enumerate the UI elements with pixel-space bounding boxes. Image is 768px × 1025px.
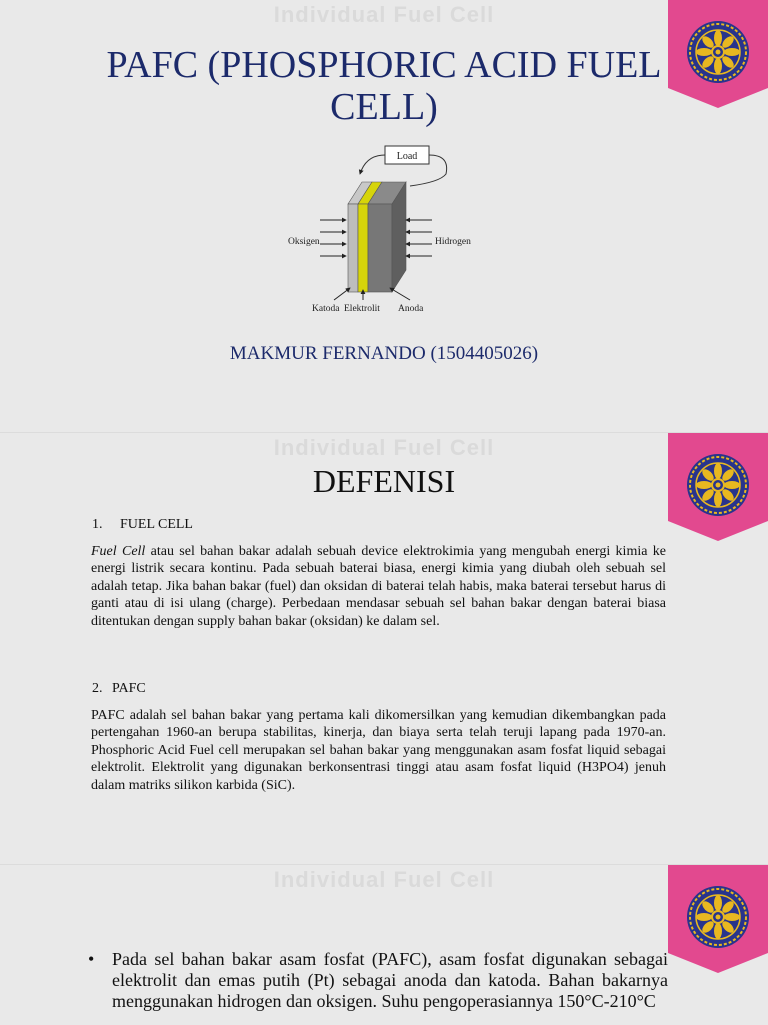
definition-slide bbox=[0, 432, 768, 865]
fuel-cell-paragraph bbox=[91, 543, 666, 630]
fuel-cell-diagram bbox=[280, 140, 490, 320]
fuel-cell-term: Fuel Cell bbox=[91, 544, 146, 559]
section-heading: PAFC bbox=[112, 681, 146, 696]
watermark-title: Individual Fuel Cell bbox=[273, 435, 495, 460]
slide-title: DEFENISI bbox=[312, 463, 456, 499]
bullet-text: Pada sel bahan bakar asam fosfat (PAFC), asam fosfat digunakan sebagai elektrolit dan emas putih (Pt) sebagai anoda dan katoda. Bahan bakarnya menggunakan hidrogen dan oksigen. Suhu pengoperasiannya 150°C-210°C bbox=[112, 949, 668, 1011]
university-emblem-icon bbox=[668, 865, 768, 973]
section-heading: FUEL CELL bbox=[120, 517, 193, 532]
watermark-title: Individual Fuel Cell bbox=[273, 2, 495, 27]
bullet-item bbox=[90, 949, 668, 1012]
section-number: 2. bbox=[92, 681, 103, 696]
watermark-title: Individual Fuel Cell bbox=[273, 867, 495, 892]
section-heading-pafc bbox=[92, 681, 146, 697]
section-heading-fuel-cell bbox=[92, 517, 193, 533]
oxygen-label: Oksigen bbox=[288, 237, 320, 247]
slide-title: PAFC (PHOSPHORIC ACID FUEL CELL) bbox=[106, 44, 662, 128]
university-emblem-icon bbox=[668, 0, 768, 108]
section-number: 1. bbox=[92, 517, 103, 532]
pafc-paragraph: PAFC adalah sel bahan bakar yang pertama kali dikomersilkan yang kemudian dikembangkan pada pertengahan 1960-an berupa stabilitas, kinerja, dan biaya serta telah teruji lapang pada 1970-an. Phosphoric Acid Fuel cell merupakan sel bahan bakar yang menggunakan asam fosfat liquid sebagai elektrolit. Elektrolit yang digunakan berkonsentrasi tinggi atau asam fosfat liquid (H3PO4) jenuh dalam matriks silikon karbida (SiC). bbox=[91, 708, 666, 793]
load-label: Load bbox=[396, 151, 418, 162]
title-slide bbox=[0, 0, 768, 432]
bullet-marker: • bbox=[88, 949, 95, 969]
fuel-cell-text: atau sel bahan bakar adalah sebuah device elektrokimia yang mengubah energi kimia ke energi listrik secara kontinu. Pada sebuah baterai biasa, energi kimia yang diubah oleh sebuah sel adalah tetap. Jika bahan bakar (fuel) dan oksidan di baterai telah habis, maka baterai tersebut harus di ganti atau di isi ulang (charge). Perbedaan mendasar sebuah sel bahan bakar dengan baterai biasa ditentukan dengan supply bahan bakar (oksidan) ke dalam sel. bbox=[91, 544, 666, 629]
pafc-detail-slide bbox=[0, 864, 768, 1025]
author-name: MAKMUR FERNANDO (1504405026) bbox=[229, 343, 539, 364]
hydrogen-label: Hidrogen bbox=[435, 237, 471, 247]
anode-label: Anoda bbox=[398, 304, 424, 314]
cathode-label: Katoda bbox=[312, 304, 340, 314]
electrolyte-label: Elektrolit bbox=[344, 304, 380, 314]
